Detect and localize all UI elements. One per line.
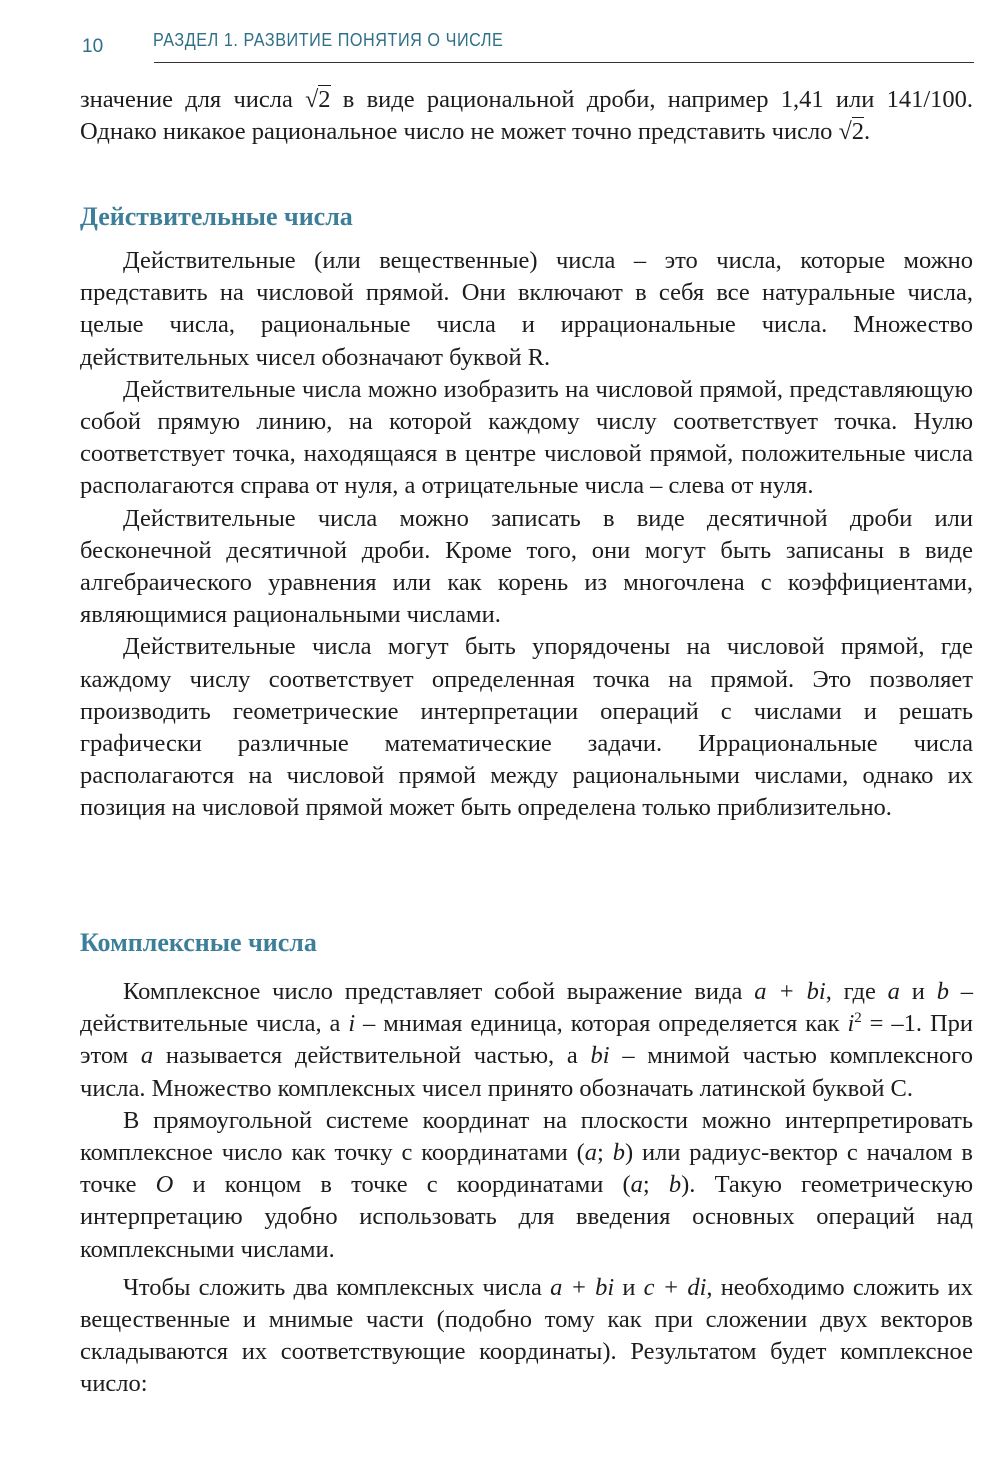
math-italic: a bbox=[630, 1171, 643, 1199]
math-italic: bi bbox=[590, 1042, 610, 1070]
page-number: 10 bbox=[82, 36, 104, 57]
math-italic: b bbox=[936, 978, 949, 1005]
math-italic: a bbox=[584, 1139, 598, 1167]
text-span: и bbox=[614, 1273, 644, 1301]
math-italic: a + bi bbox=[754, 978, 826, 1005]
text-span: ; bbox=[642, 1171, 669, 1199]
paragraph: Действительные (или вещественные) числа – это числа, которые можно представить на числовой прямой. Они включают в себя все натуральные числа, целые числа, рациональные числа и иррациональные числа. Множество действительных чисел обозначают буквой R. bbox=[80, 247, 973, 371]
text-span: В прямоугольной системе координат на плоскости можно интерпретировать комплексное число как точку с координатами ( bbox=[80, 1106, 973, 1167]
text-span: ) или радиус-вектор с началом в точке bbox=[80, 1139, 973, 1199]
text-span: – мнимой частью комплексного числа. Множество комплексных чисел принято обозначать латинской буквой C. bbox=[80, 1042, 973, 1102]
radical-sign: √ bbox=[305, 87, 319, 113]
paragraph bbox=[80, 1272, 973, 1401]
radicand: 2 bbox=[851, 118, 864, 146]
math-italic: a bbox=[140, 1042, 154, 1070]
text-span: и bbox=[899, 978, 937, 1005]
math-italic: b bbox=[612, 1139, 625, 1167]
paragraph: Действительные числа могут быть упорядочены на числовой прямой, где каждому числу соответствует определенная точка на прямой. Это позволяет производить геометрические интерпретации операций с числами и решать графически различные математические задачи. Иррациональные числа располагаются на числовой прямой между рациональными числами, однако их позиция на числовой прямой может быть определена только приблизительно. bbox=[80, 633, 973, 822]
header-rule bbox=[154, 62, 974, 63]
paragraph bbox=[80, 1105, 973, 1266]
sqrt-expression bbox=[305, 86, 330, 113]
text-span: – действительные числа, а bbox=[80, 978, 974, 1038]
text-span: = –1. При этом bbox=[80, 1010, 974, 1070]
math-italic: a + bi bbox=[550, 1273, 615, 1301]
math-italic: O bbox=[155, 1171, 174, 1199]
paragraph: Действительные числа можно записать в виде десятичной дроби или бесконечной десятичной дроби. Кроме того, они могут быть записаны в виде алгебраического уравнения или как корень из многочлена с коэффициентами, являющимися рациональными числами. bbox=[80, 504, 973, 629]
radical-sign: √ bbox=[838, 119, 852, 146]
paragraph: Действительные числа можно изобразить на числовой прямой, представляющую собой прямую линию, на которой каждому числу соответствует точка. Нулю соответствует точка, находящаяся в центре числовой прямой, положительные числа располагаются справа от нуля, а отрицательные числа – слева от нуля. bbox=[80, 375, 973, 500]
real-numbers-section bbox=[80, 245, 973, 825]
text-span: в виде рациональной дроби, например 1,41 или 141/100. Однако никакое рациональное число не может точно представить число bbox=[80, 86, 973, 146]
text-span: ; bbox=[597, 1139, 613, 1167]
running-header bbox=[82, 26, 974, 62]
math-italic: c + di bbox=[643, 1273, 707, 1301]
math-italic: i bbox=[348, 1010, 356, 1038]
math-italic: b bbox=[668, 1171, 682, 1199]
math-italic: a bbox=[887, 978, 900, 1005]
heading-complex-numbers: Комплексные числа bbox=[80, 928, 317, 957]
math-italic: i bbox=[847, 1010, 855, 1038]
text-span: и концом в точке с координатами ( bbox=[173, 1171, 631, 1199]
text-span: Комплексное число представляет собой выражение вида bbox=[123, 978, 755, 1005]
text-span: . bbox=[863, 118, 871, 146]
radicand: 2 bbox=[318, 86, 331, 113]
text-span: значение для числа bbox=[80, 86, 306, 113]
text-span: называется действительной частью, а bbox=[153, 1042, 591, 1070]
text-span: , необходимо сложить их вещественные и мнимые части (подобно тому как при сложении двух векторов складываются их соответствующие координаты). Результатом будет комплексное число: bbox=[80, 1273, 973, 1398]
intro-paragraph bbox=[80, 84, 973, 148]
text-span: ). Такую геометрическую интерпретацию удобно использовать для введения основных операций над комплексными числами. bbox=[80, 1171, 973, 1263]
section-title: РАЗДЕЛ 1. РАЗВИТИЕ ПОНЯТИЯ О ЧИСЛЕ bbox=[153, 30, 504, 50]
text-span: , где bbox=[825, 978, 888, 1005]
text-span: Чтобы сложить два комплексных числа bbox=[123, 1273, 551, 1301]
superscript: 2 bbox=[854, 1010, 862, 1027]
sqrt-expression bbox=[839, 118, 864, 145]
complex-numbers-section bbox=[80, 976, 973, 1401]
text-span: – мнимая единица, которая определяется как bbox=[355, 1010, 848, 1038]
paragraph bbox=[80, 976, 973, 1105]
heading-real-numbers: Действительные числа bbox=[80, 202, 353, 231]
